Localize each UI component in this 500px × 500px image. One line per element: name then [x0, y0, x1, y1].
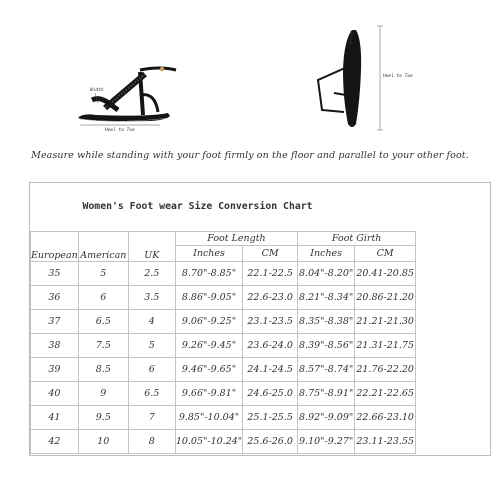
table-row	[31, 261, 416, 285]
us-size-cell: 6.5	[78, 309, 128, 333]
us-size-cell: 9	[78, 381, 128, 405]
uk-size-cell: 4	[128, 309, 175, 333]
length-inches-cell: 9.66"-9.81"	[175, 381, 242, 405]
table-body	[31, 261, 416, 453]
girth-cm-cell: 22.66-23.10	[355, 405, 416, 429]
length-cm-cell: 25.6-26.0	[243, 429, 298, 453]
length-cm-cell: 24.1-24.5	[243, 357, 298, 381]
length-inches-cell: 8.70"-8.85"	[175, 261, 242, 285]
length-cm-cell: 25.1-25.5	[243, 405, 298, 429]
eu-size-cell: 39	[31, 357, 79, 381]
front-sandal-image	[78, 67, 176, 133]
uk-size-cell: 2.5	[128, 261, 175, 285]
measure-instruction: Measure while standing with your foot firmly on the floor and parallel to your other foot.	[31, 150, 469, 161]
table-row	[31, 333, 416, 357]
us-size-cell: 10	[78, 429, 128, 453]
girth-inches-cell: 8.57"-8.74"	[298, 357, 355, 381]
chart-title: Women's Foot wear Size Conversion Chart	[82, 201, 313, 213]
length-cm-cell: 23.6-24.0	[243, 333, 298, 357]
col-european: European	[31, 231, 79, 261]
girth-inches-cell: 8.35"-8.38"	[298, 309, 355, 333]
col-american: American	[78, 231, 128, 261]
length-inches-cell: 9.46"-9.65"	[175, 357, 242, 381]
col-length-inches: Inches	[175, 245, 242, 261]
girth-cm-cell: 21.21-21.30	[355, 309, 416, 333]
eu-size-cell: 42	[31, 429, 79, 453]
girth-cm-cell: 20.41-20.85	[355, 261, 416, 285]
girth-inches-cell: 8.21"-8.34"	[298, 285, 355, 309]
uk-size-cell: 5	[128, 333, 175, 357]
table-row	[31, 405, 416, 429]
us-size-cell: 9.5	[78, 405, 128, 429]
length-inches-cell: 9.06"-9.25"	[175, 309, 242, 333]
sandal-illustrations	[0, 0, 500, 150]
size-table	[30, 183, 416, 454]
uk-size-cell: 3.5	[128, 285, 175, 309]
eu-size-cell: 38	[31, 333, 79, 357]
table-row	[31, 381, 416, 405]
girth-cm-cell: 21.76-22.20	[355, 357, 416, 381]
table-row	[31, 357, 416, 381]
heel-to-toe-label-side: Heel to Toe	[383, 74, 413, 79]
col-girth-inches: Inches	[298, 245, 355, 261]
length-cm-cell: 23.1-23.5	[243, 309, 298, 333]
col-uk: UK	[128, 231, 175, 261]
girth-cm-cell: 20.86-21.20	[355, 285, 416, 309]
eu-size-cell: 35	[31, 261, 79, 285]
eu-size-cell: 41	[31, 405, 79, 429]
length-inches-cell: 9.85"-10.04"	[175, 405, 242, 429]
length-cm-cell: 22.6-23.0	[243, 285, 298, 309]
us-size-cell: 8.5	[78, 357, 128, 381]
col-length-cm: CM	[243, 245, 298, 261]
us-size-cell: 6	[78, 285, 128, 309]
side-width-label: Width	[348, 30, 356, 45]
us-size-cell: 5	[78, 261, 128, 285]
table-row	[31, 429, 416, 453]
eu-size-cell: 37	[31, 309, 79, 333]
group-foot-girth: Foot Girth	[298, 231, 416, 245]
sandal-drawing	[0, 0, 500, 150]
girth-inches-cell: 8.39"-8.56"	[298, 333, 355, 357]
us-size-cell: 7.5	[78, 333, 128, 357]
eu-size-cell: 36	[31, 285, 79, 309]
girth-cm-cell: 21.31-21.75	[355, 333, 416, 357]
girth-cm-cell: 23.11-23.55	[355, 429, 416, 453]
length-cm-cell: 24.6-25.0	[243, 381, 298, 405]
uk-size-cell: 6	[128, 357, 175, 381]
girth-inches-cell: 8.75"-8.91"	[298, 381, 355, 405]
uk-size-cell: 8	[128, 429, 175, 453]
uk-size-cell: 7	[128, 405, 175, 429]
girth-cm-cell: 22.21-22.65	[355, 381, 416, 405]
girth-inches-cell: 8.92"-9.09"	[298, 405, 355, 429]
length-inches-cell: 9.26"-9.45"	[175, 333, 242, 357]
table-row	[31, 285, 416, 309]
length-cm-cell: 22.1-22.5	[243, 261, 298, 285]
length-inches-cell: 8.86"-9.05"	[175, 285, 242, 309]
length-inches-cell: 10.05"-10.24"	[175, 429, 242, 453]
width-label: Width	[90, 88, 104, 93]
group-foot-length: Foot Length	[175, 231, 297, 245]
size-conversion-chart	[29, 182, 491, 456]
girth-inches-cell: 9.10"-9.27"	[298, 429, 355, 453]
col-girth-cm: CM	[355, 245, 416, 261]
eu-size-cell: 40	[31, 381, 79, 405]
girth-inches-cell: 8.04"-8.20"	[298, 261, 355, 285]
heel-to-toe-label-front: Heel to Toe	[105, 128, 135, 133]
table-row	[31, 309, 416, 333]
uk-size-cell: 6.5	[128, 381, 175, 405]
side-sandal-image	[318, 26, 413, 130]
